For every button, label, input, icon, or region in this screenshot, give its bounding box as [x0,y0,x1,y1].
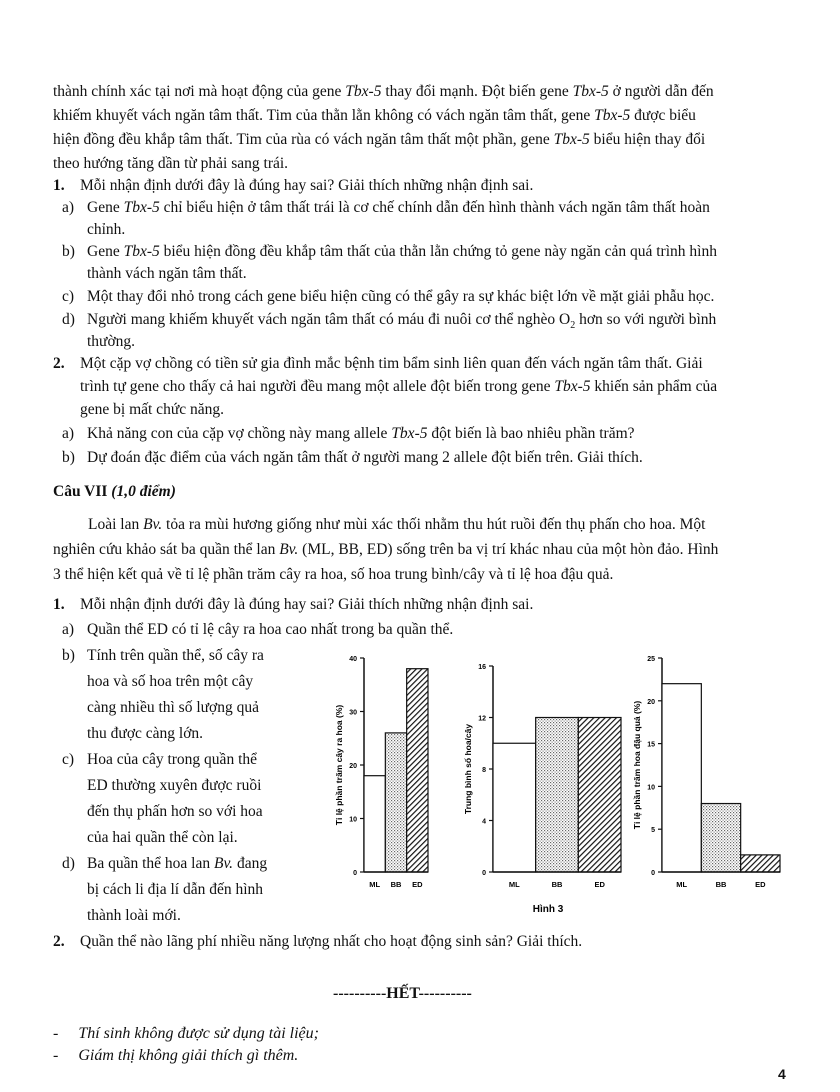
cau7-q2-number: 2. [53,933,65,950]
cau7-d-label: d) [62,855,75,872]
chart-y-tick-label: 5 [651,827,655,835]
chart-y-label: Tỉ lệ phần trăm cây ra hoa (%) [334,704,344,826]
q1-d-line-2: thường. [87,333,136,350]
cau7-d-line: thành loài mới. [87,907,181,924]
chart-y-tick-label: 0 [482,870,486,877]
cau7-c-line: đến thụ phấn hơn so với hoa [87,803,263,820]
chart-y-tick-label: 10 [647,784,655,792]
cau7-para-line-3: 3 thể hiện kết quả về tỉ lệ phần trăm cây ra hoa, số hoa trung bình/cây và tỉ lệ hoa đậu quả. [53,566,614,583]
cau7-b-line: thu được càng lớn. [87,725,204,742]
page-number: 4 [778,1066,786,1082]
chart-bar-ml [493,743,536,872]
cau7-q1-text: Mỗi nhận định dưới đây là đúng hay sai? Giải thích những nhận định sai. [80,596,534,613]
chart-x-tick-label: ML [676,880,688,889]
figure-3-charts [310,650,790,920]
cau7-b-label: b) [62,647,75,664]
chart-bar-ml [662,684,701,872]
chart-y-tick-label: 30 [349,709,357,717]
chart-x-tick-label: BB [551,880,563,889]
cau7-c-label: c) [62,751,75,768]
chart-y-tick-label: 4 [482,818,486,826]
chart-x-tick-label: BB [715,880,727,889]
figure-caption: Hình 3 [532,904,564,915]
q1-d-label: d) [62,311,75,328]
intro-line-1: thành chính xác tại nơi mà hoạt động của gene Tbx-5 thay đổi mạnh. Đột biến gene Tbx-5 ở người dẫn đến [53,83,714,100]
cau7-c-line: của hai quần thể còn lại. [87,829,238,846]
chart-x-tick-label: ED [755,880,766,889]
chart-x-tick-label: BB [390,880,402,889]
cau7-para-line-1: Loài lan Bv. tỏa ra mùi hương giống như mùi xác thối nhằm thu hút ruồi đến thụ phấn cho hoa. Một [88,516,706,533]
chart-y-label: Tỉ lệ phần trăm hoa đậu quả (%) [632,700,642,830]
note-line-1: - Thí sinh không được sử dụng tài liệu; [53,1025,319,1042]
cau7-q2-text: Quần thể nào lãng phí nhiều năng lượng nhất cho hoạt động sinh sản? Giải thích. [80,933,583,950]
q1-text: Mỗi nhận định dưới đây là đúng hay sai? Giải thích những nhận định sai. [80,177,534,194]
section-title: Câu VII (1,0 điểm) [53,483,176,500]
chart-y-tick-label: 40 [349,656,357,663]
q1-a-label: a) [62,199,75,216]
q1-a-line-1: Gene Tbx-5 chỉ biểu hiện ở tâm thất trái là cơ chế chính dẫn đến hình thành vách ngăn tâm thất hoàn [87,199,710,216]
q2-a-label: a) [62,425,75,442]
q1-number: 1. [53,177,65,194]
cau7-b-line: càng nhiều thì số lượng quả [87,699,259,716]
q2-b-line-1: Dự đoán đặc điểm của vách ngăn tâm thất ở người mang 2 allele đột biến trên. Giải thích. [87,449,643,466]
q2-line-1: Một cặp vợ chồng có tiền sử gia đình mắc bệnh tim bẩm sinh liên quan đến vách ngăn tâm thất. Giải [80,355,703,372]
cau7-b-line: Tính trên quần thể, số cây ra [87,647,264,664]
q2-line-3: gene bị mất chức năng. [80,401,224,418]
q2-number: 2. [53,355,65,372]
chart-bar-ed [741,855,780,872]
chart-bar-bb [385,733,406,872]
q2-b-label: b) [62,449,75,466]
cau7-c-line: ED thường xuyên được ruồi [87,777,262,794]
chart-bar-bb [701,804,740,872]
chart-y-tick-label: 20 [647,698,655,706]
end-marker: ----------HẾT---------- [333,985,472,1002]
cau7-a-label: a) [62,621,75,638]
chart-x-tick-label: ML [369,880,381,889]
chart-y-tick-label: 12 [478,715,486,723]
q1-d-line-1: Người mang khiếm khuyết vách ngăn tâm thất có máu đi nuôi cơ thể nghèo $O_2$ hơn so với người bình [87,311,717,332]
chart-x-tick-label: ED [594,880,605,889]
chart-y-tick-label: 0 [353,870,357,877]
q1-b-line-1: Gene Tbx-5 biểu hiện đồng đều khắp tâm thất của thằn lằn chứng tỏ gene này ngăn cản quá trình hình [87,243,717,260]
cau7-c-line: Hoa của cây trong quần thể [87,751,258,768]
chart-bar-bb [536,718,579,873]
chart-x-tick-label: ML [508,880,520,889]
chart-y-tick-label: 25 [647,656,655,663]
q1-b-line-2: thành vách ngăn tâm thất. [87,265,247,282]
q1-c-line-1: Một thay đổi nhỏ trong cách gene biểu hiện cũng có thể gây ra sự khác biệt lớn về mặt giải phẫu học. [87,288,715,305]
cau7-d-line: bị cách li địa lí dẫn đến hình [87,881,264,898]
note-dash: - [53,1025,59,1042]
chart-bar-ml [364,776,385,872]
chart-y-tick-label: 10 [349,816,357,824]
chart-y-tick-label: 8 [482,767,486,774]
q1-a-line-2: chỉnh. [87,221,126,238]
intro-line-4: theo hướng tăng dần từ phải sang trái. [53,155,289,172]
chart-bar-ed [578,718,621,873]
cau7-q1-number: 1. [53,596,65,613]
q1-b-label: b) [62,243,75,260]
intro-line-3: hiện đồng đều khắp tâm thất. Tim của rùa có vách ngăn tâm thất một phần, gene Tbx-5 biểu hiện thay đổi [53,131,706,148]
q2-a-line-1: Khả năng con của cặp vợ chồng này mang allele Tbx-5 đột biến là bao nhiêu phần trăm? [87,425,635,442]
chart-x-tick-label: ED [412,880,423,889]
figure-3 [310,650,790,920]
cau7-a-text: Quần thể ED có tỉ lệ cây ra hoa cao nhất trong ba quần thể. [87,621,454,638]
chart-y-tick-label: 20 [349,763,357,770]
chart-y-tick-label: 15 [647,741,655,749]
cau7-para-line-2: nghiên cứu khảo sát ba quần thể lan Bv. (ML, BB, ED) sống trên ba vị trí khác nhau của một hòn đảo. Hình [53,541,719,558]
note-line-2: - Giám thị không giải thích gì thêm. [53,1047,299,1064]
cau7-b-line: hoa và số hoa trên một cây [87,673,254,690]
q2-line-2: trình tự gene cho thấy cả hai người đều mang một allele đột biến trong gene Tbx-5 khiến sản phẩm của [80,378,718,395]
intro-line-2: khiếm khuyết vách ngăn tâm thất. Tim của thằn lằn không có vách ngăn tâm thất, gene Tbx-5 được biểu [53,107,696,124]
cau7-d-line: Ba quần thể hoa lan Bv. đang [87,855,268,872]
q1-c-label: c) [62,288,75,305]
chart-y-tick-label: 0 [651,870,655,877]
note-dash: - [53,1047,59,1064]
chart-y-label: Trung bình số hoa/cây [463,723,473,815]
chart-bar-ed [407,669,428,872]
chart-y-tick-label: 16 [478,664,486,671]
